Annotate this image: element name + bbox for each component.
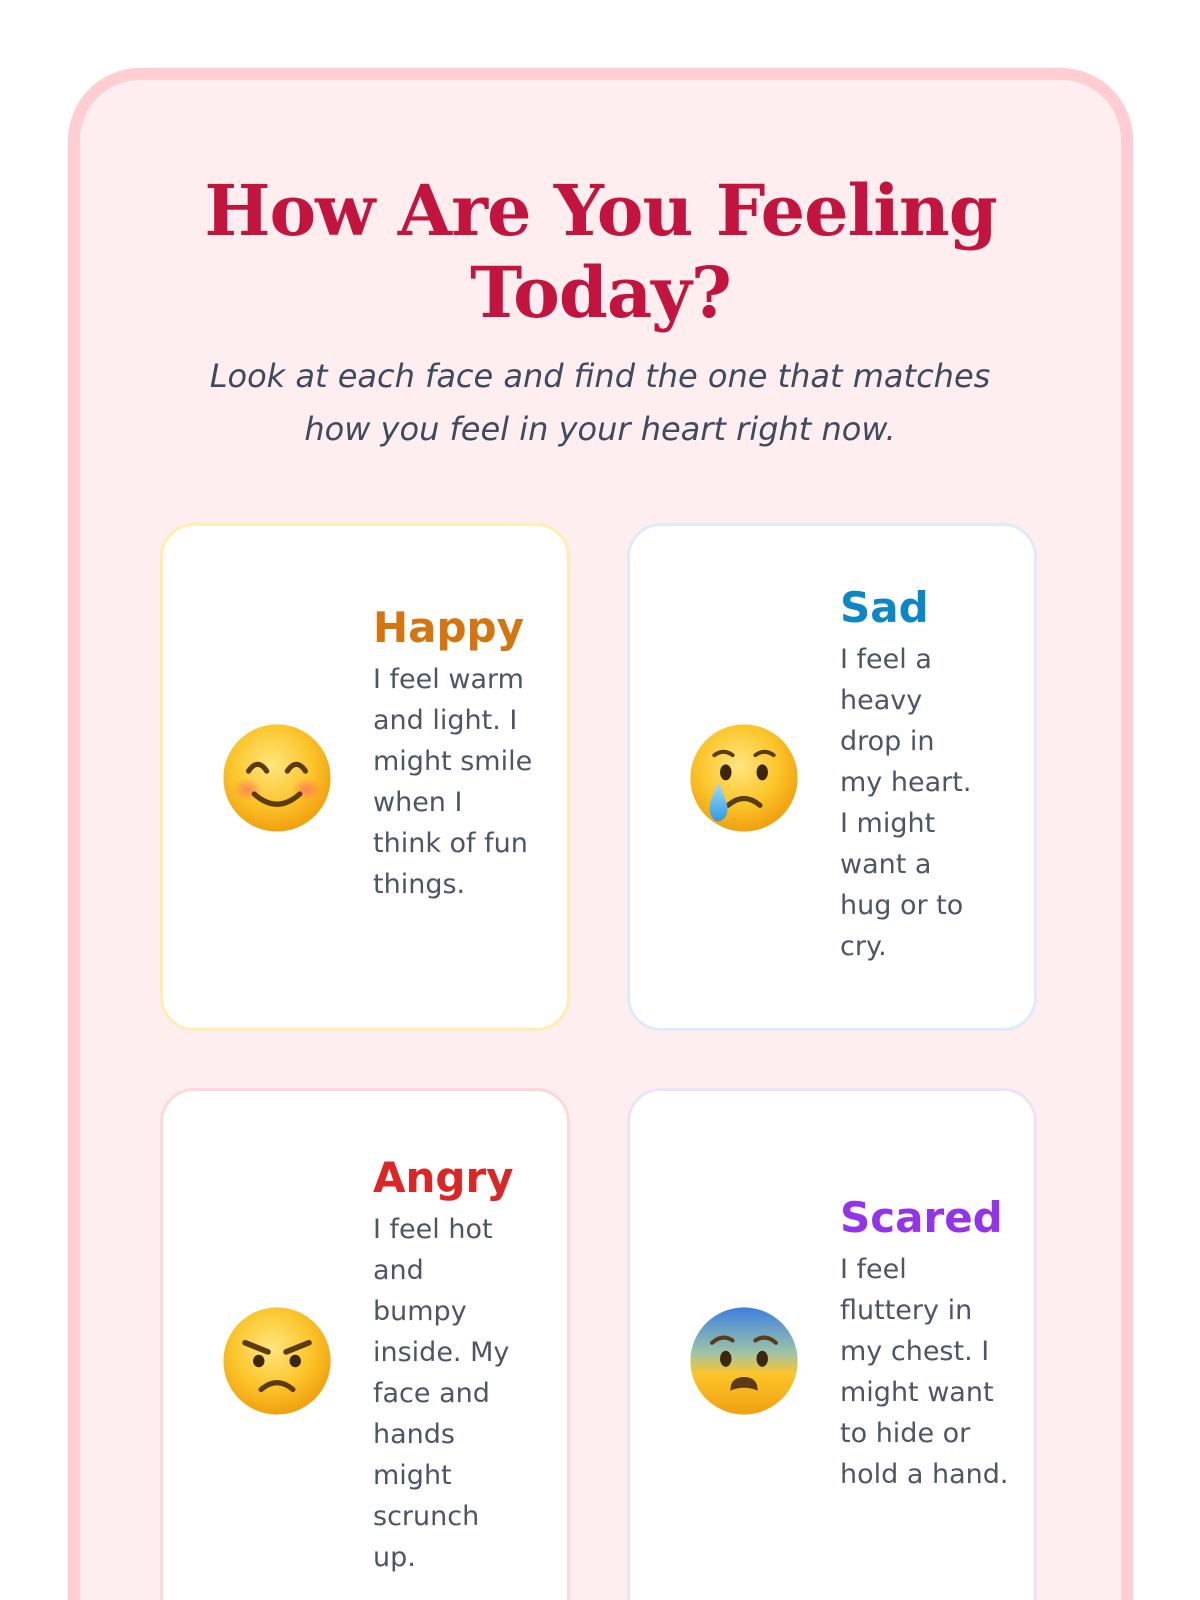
title-line-2: Today? — [470, 251, 731, 334]
feeling-card-angry[interactable] — [160, 1088, 570, 1600]
feeling-description: I feel hot and bumpy inside. My face and hands might scrunch up. — [373, 1214, 510, 1573]
feeling-description: I feel a heavy drop in my heart. I might want a hug or to cry. — [840, 644, 972, 962]
feeling-text — [840, 581, 1020, 967]
subtitle-line-2: how you feel in your heart right now. — [304, 410, 896, 448]
feelings-panel — [68, 68, 1133, 1600]
page-title — [80, 170, 1121, 334]
feeling-card-sad[interactable] — [627, 523, 1037, 1031]
feeling-name: Happy — [373, 603, 524, 652]
smiling-face-icon — [220, 721, 334, 835]
page-subtitle — [150, 350, 1050, 456]
feeling-name: Scared — [840, 1193, 1003, 1242]
feeling-text — [840, 1191, 1020, 1495]
feeling-description: I feel fluttery in my chest. I might want to hide or hold a hand. — [840, 1254, 1009, 1490]
feeling-text — [373, 1151, 553, 1578]
feeling-card-happy[interactable] — [160, 523, 570, 1031]
feeling-name: Angry — [373, 1153, 514, 1202]
feeling-text — [373, 601, 553, 905]
fearful-face-icon — [687, 1304, 801, 1418]
subtitle-line-1: Look at each face and find the one that matches — [209, 357, 991, 395]
feeling-name: Sad — [840, 583, 929, 632]
crying-face-icon — [687, 721, 801, 835]
feeling-description: I feel warm and light. I might smile when I think of fun things. — [373, 664, 533, 900]
feeling-card-scared[interactable] — [627, 1088, 1037, 1600]
angry-face-icon — [220, 1304, 334, 1418]
title-line-1: How Are You Feeling — [204, 169, 997, 252]
